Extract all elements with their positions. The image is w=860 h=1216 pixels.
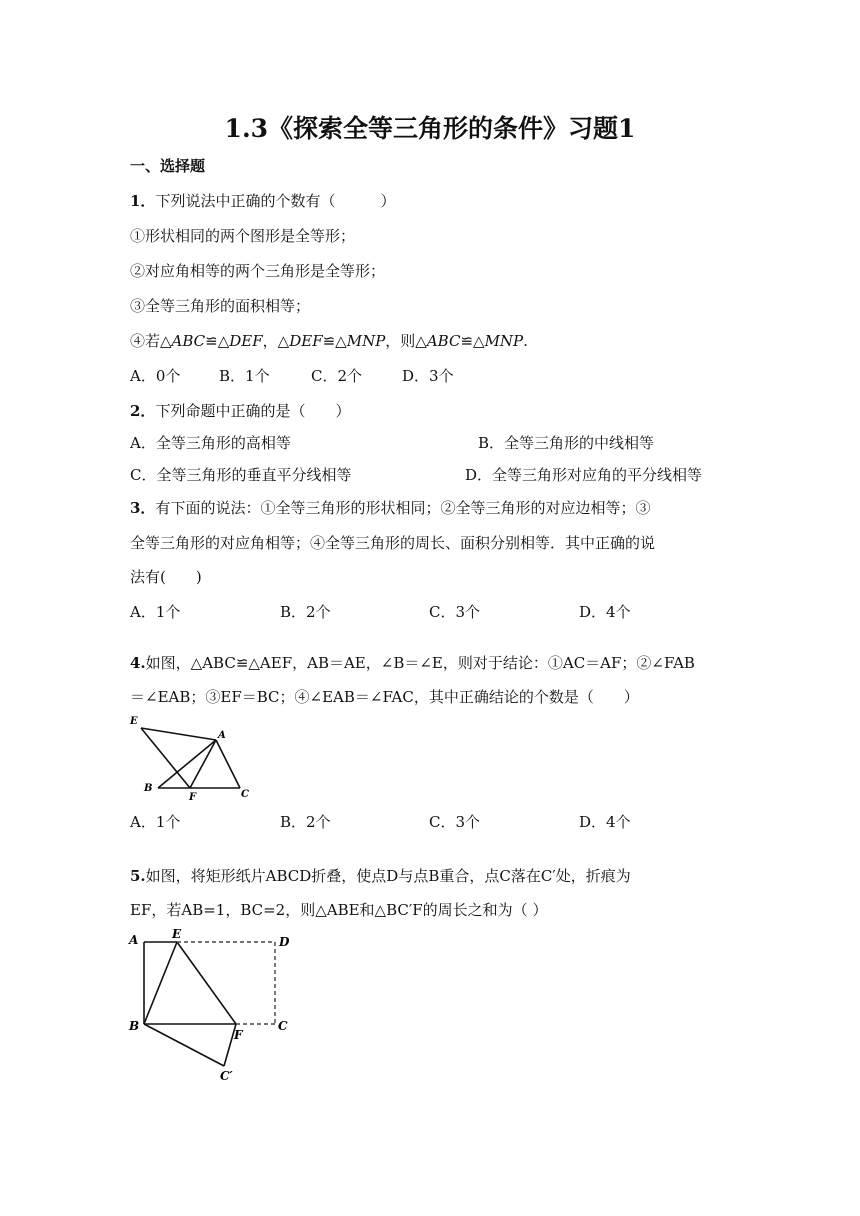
label-a: A	[129, 933, 139, 947]
option-b: B．2个	[280, 813, 331, 831]
rectangle-fold-figure	[126, 926, 301, 1086]
question-5-line-2: EF，若AB=1，BC=2，则△ABE和△BC′F的周长之和为（ ）	[130, 901, 548, 919]
question-1-stem	[130, 191, 395, 211]
label-b: B	[144, 783, 153, 794]
option-b: B．1个	[219, 367, 270, 385]
option-a: A．1个	[130, 603, 181, 621]
option-a: A．1个	[130, 813, 181, 831]
option-d: D．4个	[579, 603, 631, 621]
segment-be	[144, 942, 177, 1024]
question-number: 4.	[130, 654, 146, 672]
label-c-prime: C′	[220, 1069, 233, 1083]
option-d: D．3个	[402, 367, 454, 385]
option-a: A．全等三角形的高相等	[130, 434, 291, 452]
question-5-line-1	[130, 866, 631, 886]
question-text: 下列说法中正确的个数有（ ）	[155, 192, 396, 210]
label-c: C	[278, 1019, 288, 1033]
question-3-line-2: 全等三角形的对应角相等；④全等三角形的周长、面积分别相等．其中正确的说	[130, 534, 656, 552]
segment-ef	[177, 942, 236, 1024]
question-number: 1．	[130, 192, 156, 210]
option-a: A．0个	[130, 367, 181, 385]
segment-ef	[141, 728, 190, 788]
option-c: C．2个	[311, 367, 363, 385]
question-text: 有下面的说法：①全等三角形的形状相同；②全等三角形的对应边相等；③	[155, 499, 651, 517]
label-a: A	[218, 730, 226, 741]
option-b: B．全等三角形的中线相等	[478, 434, 655, 452]
label-c: C	[241, 789, 249, 800]
question-4-line-1	[130, 653, 695, 673]
question-3-line-1	[130, 498, 650, 518]
question-text: 如图，△ABC≌△AEF，AB＝AE，∠B＝∠E，则对于结论：①AC＝AF；②∠FAB	[145, 654, 695, 672]
question-2-stem	[130, 401, 350, 421]
question-number: 3．	[130, 499, 156, 517]
question-text: 下列命题中正确的是（ ）	[155, 402, 351, 420]
label-f: F	[234, 1028, 243, 1042]
question-3-line-3: 法有( )	[130, 568, 202, 586]
option-b: B．2个	[280, 603, 331, 621]
statement-3: ③全等三角形的面积相等；	[130, 297, 311, 315]
section-heading: 一、选择题	[130, 157, 206, 175]
segment-ab	[158, 740, 216, 788]
question-number: 5.	[130, 867, 146, 885]
question-4-line-2: ＝∠EAB；③EF＝BC；④∠EAB＝∠FAC，其中正确结论的个数是（ ）	[130, 688, 639, 706]
segment-ac	[216, 740, 240, 788]
option-d: D．全等三角形对应角的平分线相等	[465, 466, 703, 484]
label-d: D	[279, 935, 290, 949]
option-c: C．3个	[429, 603, 481, 621]
option-d: D．4个	[579, 813, 631, 831]
statement-1: ①形状相同的两个图形是全等形；	[130, 227, 356, 245]
statement-2: ②对应角相等的两个三角形是全等形；	[130, 262, 386, 280]
segment-af	[190, 740, 216, 788]
label-f: F	[189, 792, 197, 803]
segment-ea	[141, 728, 216, 740]
option-c: C．全等三角形的垂直平分线相等	[130, 466, 352, 484]
statement-4: ④若△ABC≌△DEF，△DEF≌△MNP，则△ABC≌△MNP.	[130, 332, 528, 350]
label-e: E	[130, 716, 138, 727]
label-b: B	[129, 1019, 140, 1033]
question-number: 2．	[130, 402, 156, 420]
question-text: 如图，将矩形纸片ABCD折叠，使点D与点B重合，点C落在C′处，折痕为	[145, 867, 631, 885]
option-c: C．3个	[429, 813, 481, 831]
label-e: E	[172, 927, 182, 941]
triangle-figure	[128, 712, 263, 804]
segment-bc-prime	[144, 1024, 224, 1066]
page-title: 1.3《探索全等三角形的条件》习题1	[224, 114, 636, 143]
